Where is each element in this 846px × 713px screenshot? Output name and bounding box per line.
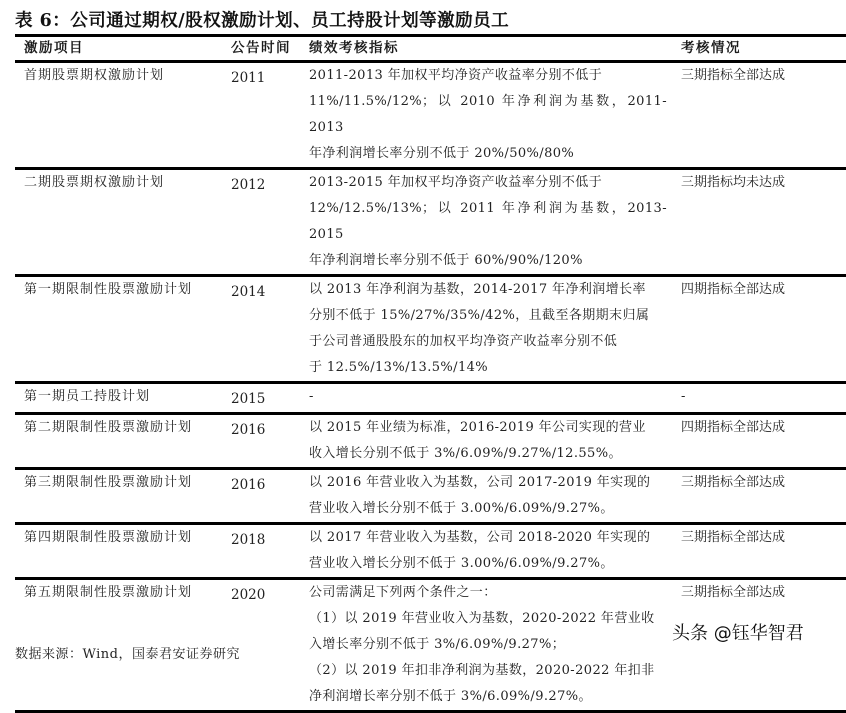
criteria-line: 以 2015 年业绩为标准，2016-2019 年公司实现的营业 <box>309 420 646 435</box>
criteria-line: 于公司普通股股东的加权平均净资产收益率分别不低 <box>309 334 618 349</box>
cell-project: 第五期限制性股票激励计划 <box>15 579 231 712</box>
criteria-text <box>309 170 681 274</box>
criteria-line: （2）以 2019 年扣非净利润为基数，2020-2022 年扣非 <box>309 663 655 678</box>
table-header-row <box>15 36 846 62</box>
cell-project: 第二期限制性股票激励计划 <box>15 414 231 469</box>
criteria-line: 分别不低于 15%/27%/35%/42%，且截至各期期末归属 <box>309 308 650 323</box>
cell-status: 三期指标均未达成 <box>681 169 846 276</box>
criteria-line: 12%/12.5%/13%；以 2011 年净利润为基数，2013-2015 <box>309 201 667 242</box>
cell-criteria <box>309 579 681 712</box>
cell-year: 2016 <box>231 469 309 524</box>
cell-year: 2020 <box>231 579 309 712</box>
header-year: 公告时间 <box>231 36 309 62</box>
criteria-line: 营业收入增长分别不低于 3.00%/6.09%/9.27%。 <box>309 556 614 571</box>
cell-status: 三期指标全部达成 <box>681 62 846 169</box>
criteria-text <box>309 415 681 467</box>
cell-year: 2016 <box>231 414 309 469</box>
table-title: 表 6：公司通过期权/股权激励计划、员工持股计划等激励员工 <box>15 11 510 31</box>
criteria-line: 公司需满足下列两个条件之一： <box>309 585 497 600</box>
cell-criteria <box>309 383 681 414</box>
cell-year: 2015 <box>231 383 309 414</box>
criteria-line: 入增长率分别不低于 3%/6.09%/9.27%； <box>309 637 566 652</box>
cell-project: 第一期限制性股票激励计划 <box>15 276 231 383</box>
criteria-line: （1）以 2019 年营业收入为基数，2020-2022 年营业收 <box>309 611 655 626</box>
cell-year: 2018 <box>231 524 309 579</box>
table-row <box>15 62 846 169</box>
cell-criteria <box>309 469 681 524</box>
cell-project: 二期股票期权激励计划 <box>15 169 231 276</box>
cell-status: 三期指标全部达成 <box>681 579 846 712</box>
criteria-line: 年净利润增长率分别不低于 60%/90%/120% <box>309 253 583 268</box>
cell-year: 2012 <box>231 169 309 276</box>
criteria-line: 营业收入增长分别不低于 3.00%/6.09%/9.27%。 <box>309 501 614 516</box>
criteria-text <box>309 384 681 410</box>
cell-status: 四期指标全部达成 <box>681 276 846 383</box>
cell-criteria <box>309 276 681 383</box>
cell-year: 2014 <box>231 276 309 383</box>
cell-status: - <box>681 383 846 414</box>
criteria-line: 2011-2013 年加权平均净资产收益率分别不低于 <box>309 68 603 83</box>
criteria-line: 以 2016 年营业收入为基数，公司 2017-2019 年实现的 <box>309 475 651 490</box>
criteria-line: 年净利润增长率分别不低于 20%/50%/80% <box>309 146 575 161</box>
criteria-text <box>309 277 681 381</box>
table-row <box>15 383 846 414</box>
criteria-text <box>309 63 681 167</box>
criteria-line: 11%/11.5%/12%；以 2010 年净利润为基数，2011-2013 <box>309 94 667 135</box>
table-row <box>15 524 846 579</box>
cell-status: 四期指标全部达成 <box>681 414 846 469</box>
cell-project: 首期股票期权激励计划 <box>15 62 231 169</box>
header-status: 考核情况 <box>681 36 846 62</box>
header-project: 激励项目 <box>15 36 231 62</box>
cell-project: 第三期限制性股票激励计划 <box>15 469 231 524</box>
cell-criteria <box>309 414 681 469</box>
table-row <box>15 169 846 276</box>
criteria-text <box>309 470 681 522</box>
incentive-plans-table <box>15 34 846 713</box>
criteria-line: 以 2013 年净利润为基数，2014-2017 年净利润增长率 <box>309 282 646 297</box>
table-row <box>15 414 846 469</box>
cell-criteria <box>309 62 681 169</box>
criteria-line: 收入增长分别不低于 3%/6.09%/9.27%/12.55%。 <box>309 446 622 461</box>
cell-status: 三期指标全部达成 <box>681 469 846 524</box>
cell-criteria <box>309 169 681 276</box>
cell-year: 2011 <box>231 62 309 169</box>
criteria-text <box>309 580 681 710</box>
data-source-note: 数据来源：Wind，国泰君安证券研究 <box>15 647 240 662</box>
table-row <box>15 469 846 524</box>
cell-project: 第四期限制性股票激励计划 <box>15 524 231 579</box>
criteria-text <box>309 525 681 577</box>
watermark: 头条 @钰华智君 <box>672 623 804 644</box>
criteria-line: 于 12.5%/13%/13.5%/14% <box>309 360 489 375</box>
cell-project: 第一期员工持股计划 <box>15 383 231 414</box>
table-row <box>15 276 846 383</box>
criteria-line: 净利润增长率分别不低于 3%/6.09%/9.27%。 <box>309 689 592 704</box>
header-criteria: 绩效考核指标 <box>309 36 681 62</box>
criteria-line: - <box>309 389 314 404</box>
criteria-line: 2013-2015 年加权平均净资产收益率分别不低于 <box>309 175 603 190</box>
cell-status: 三期指标全部达成 <box>681 524 846 579</box>
cell-criteria <box>309 524 681 579</box>
criteria-line: 以 2017 年营业收入为基数，公司 2018-2020 年实现的 <box>309 530 651 545</box>
